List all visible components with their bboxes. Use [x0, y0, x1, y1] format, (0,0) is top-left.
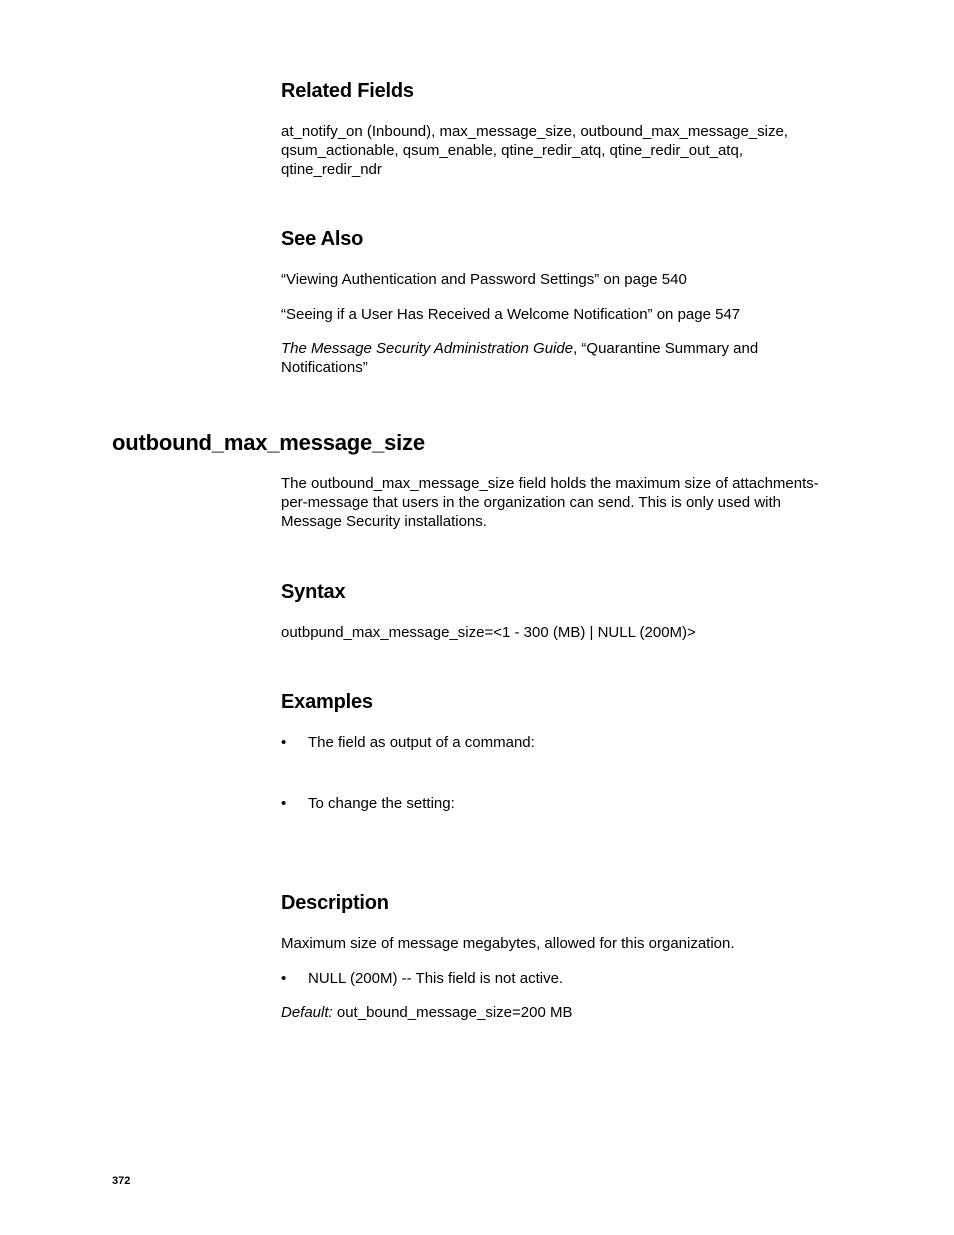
examples-item-text: The field as output of a command: [308, 734, 535, 751]
bullet-icon: • [281, 734, 287, 751]
bullet-icon: • [281, 795, 287, 812]
description-text: Maximum size of message megabytes, allowed for this organization. [281, 935, 735, 952]
see-also-heading: See Also [281, 228, 364, 250]
guide-chapter-cont: Notifications” [281, 359, 368, 376]
syntax-heading: Syntax [281, 581, 346, 603]
related-fields-line: qtine_redir_ndr [281, 161, 382, 178]
related-fields-list [281, 122, 846, 179]
default-value: out_bound_message_size=200 MB [332, 1004, 573, 1021]
bullet-icon: • [281, 970, 287, 987]
related-fields-line: at_notify_on (Inbound), max_message_size, outbound_max_message_size, [281, 123, 788, 140]
related-fields-heading: Related Fields [281, 80, 414, 102]
examples-heading: Examples [281, 691, 373, 713]
guide-title: The Message Security Administration Guide [281, 340, 574, 357]
related-fields-line: qsum_actionable, qsum_enable, qtine_redir_atq, qtine_redir_out_atq, [281, 142, 743, 159]
description-heading: Description [281, 892, 389, 914]
syntax-text: outbpund_max_message_size=<1 - 300 (MB) | NULL (200M)> [281, 624, 696, 641]
examples-item-text: To change the setting: [308, 795, 455, 812]
default-label: Default: [281, 1004, 333, 1021]
see-also-ref-1: “Viewing Authentication and Password Settings” on page 540 [281, 271, 687, 288]
intro-line: per-message that users in the organization can send. This is only used with [281, 494, 781, 511]
guide-chapter: , “Quarantine Summary and [573, 340, 759, 357]
see-also-ref-2: “Seeing if a User Has Received a Welcome Notification” on page 547 [281, 306, 741, 323]
intro-line: Message Security installations. [281, 513, 487, 530]
intro-line: The outbound_max_message_size field holds the maximum size of attachments- [281, 475, 819, 492]
description-bullet-text: NULL (200M) -- This field is not active. [308, 970, 564, 987]
default-value-line [281, 1003, 846, 1022]
section-intro [281, 474, 846, 531]
page-number: 372 [112, 1175, 131, 1187]
see-also-ref-3 [281, 339, 846, 377]
section-title: outbound_max_message_size [112, 430, 425, 455]
